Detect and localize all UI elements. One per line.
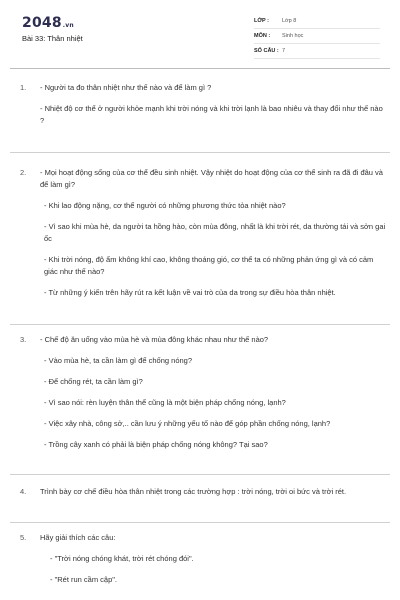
meta-row-subject — [254, 29, 380, 44]
question-line: Trình bày cơ chế điều hòa thân nhiệt trong các trường hợp : trời nóng, trời oi bức và trời rét. — [40, 487, 347, 496]
meta-table — [254, 14, 380, 59]
meta-row-class — [254, 14, 380, 29]
question-line: - "Trời nóng chóng khát, trời rét chóng đói". — [50, 554, 194, 563]
question-line: - Trồng cây xanh có phải là biện pháp chống nóng không? Tại sao? — [44, 440, 268, 449]
meta-row-count — [254, 44, 380, 59]
question-5 — [20, 532, 386, 595]
question-line: - Khi trời nóng, độ ẩm không khí cao, không thoáng gió, cơ thể ta có những phản ứng gì và có cảm giác như thế nào? — [44, 255, 374, 276]
logo-tld-text: .vn — [62, 22, 74, 29]
lesson-title: Bài 33: Thân nhiệt — [22, 34, 83, 43]
question-line: - Từ những ý kiến trên hãy rút ra kết luận về vai trò của da trong sự điều hòa thân nhiệt. — [44, 288, 336, 297]
worksheet-header — [0, 0, 400, 70]
question-line: - "Rét run cầm cập". — [50, 575, 118, 584]
question-number: 4. — [20, 487, 27, 496]
question-line: - Nhiệt độ cơ thể ở người khỏe mạnh khi trời nóng và khi trời lạnh là bao nhiêu và thay đổi như thế nào ? — [40, 104, 383, 125]
question-line: - Vì sao nói: rèn luyện thân thể cũng là một biện pháp chống nóng, lạnh? — [44, 398, 286, 407]
question-line: - Người ta đo thân nhiệt như thế nào và để làm gì ? — [40, 83, 212, 92]
question-1 — [20, 82, 386, 136]
question-line: - Việc xây nhà, công sở,.. cần lưu ý những yếu tố nào để góp phần chống nóng, lạnh? — [44, 419, 331, 428]
meta-value: Lớp 8 — [282, 18, 297, 24]
meta-value: 7 — [282, 48, 286, 54]
header-divider — [10, 68, 390, 69]
meta-label: SỐ CÂU : — [254, 48, 279, 54]
question-line: - Vào mùa hè, ta cần làm gì để chống nóng? — [44, 356, 193, 365]
question-line: - Khi lao động nặng, cơ thể người có những phương thức tỏa nhiệt nào? — [44, 201, 286, 210]
question-3 — [20, 334, 386, 460]
section-divider — [10, 324, 390, 325]
question-line: - Vì sao khi mùa hè, da người ta hồng hào, còn mùa đông, nhất là khi trời rét, da thường tái và sởn gai ốc — [44, 222, 386, 243]
question-number: 2. — [20, 168, 27, 177]
question-4 — [20, 486, 386, 507]
question-line: - Chế độ ăn uống vào mùa hè và mùa đông khác nhau như thế nào? — [40, 335, 269, 344]
meta-value: Sinh học — [282, 33, 304, 39]
logo-main-text: 2048 — [22, 15, 62, 31]
question-line: Hãy giải thích các câu: — [40, 533, 116, 542]
section-divider — [10, 152, 390, 153]
question-line: - Để chống rét, ta cần làm gì? — [44, 377, 143, 386]
question-line: - Mọi hoạt động sống của cơ thể đều sinh nhiệt. Vậy nhiệt do hoạt động của cơ thể sinh ra đã đi đâu và để làm gì? — [40, 168, 383, 189]
question-number: 3. — [20, 335, 27, 344]
section-divider — [10, 522, 390, 523]
question-number: 5. — [20, 533, 27, 542]
question-2 — [20, 167, 386, 308]
section-divider — [10, 474, 390, 475]
meta-label: LỚP : — [254, 18, 269, 24]
meta-label: MÔN : — [254, 33, 271, 39]
question-number: 1. — [20, 83, 27, 92]
site-logo[interactable] — [22, 15, 74, 31]
